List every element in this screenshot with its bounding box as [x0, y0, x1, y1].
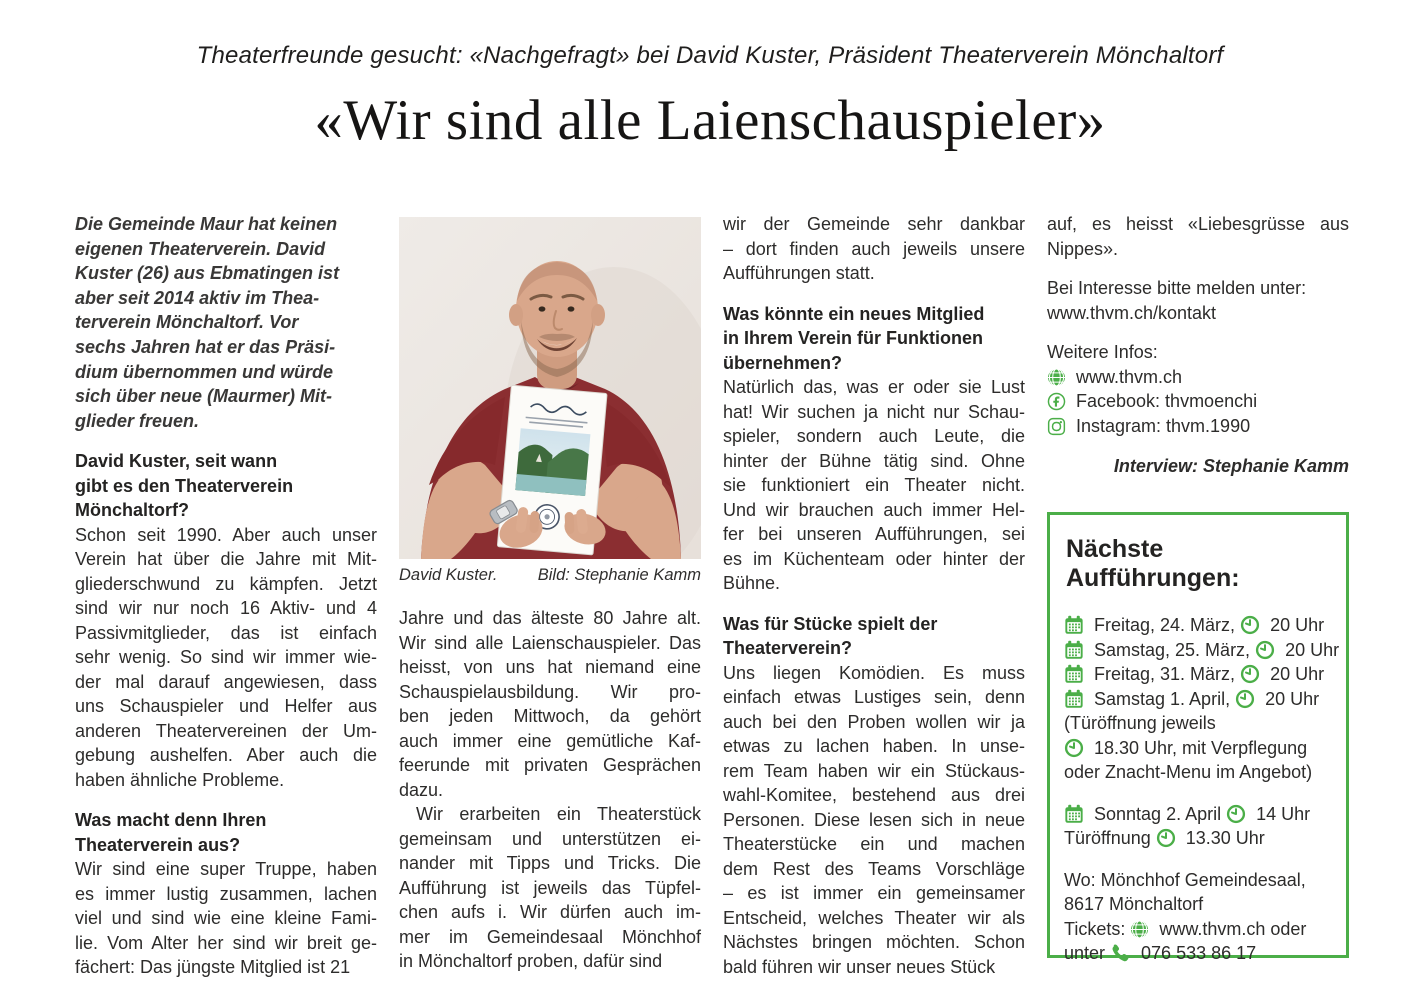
body-block — [399, 802, 701, 974]
text-line: einfach etwas Lustiges sein, denn — [723, 687, 1025, 707]
text-line: heisst, von uns hat niemand eine — [399, 657, 701, 677]
text-line: feerunde mit privaten Gesprächen — [399, 755, 701, 775]
portrait-photo — [399, 217, 701, 559]
intro-block — [75, 212, 377, 433]
text-line: Verein hat über die Jahre mit Mit- — [75, 549, 377, 570]
text-line: Entscheid, welches Theater wir als — [723, 907, 1025, 928]
text-line: Bühne. — [723, 573, 781, 593]
text-line: Wir sind alle Laienschauspieler. Das — [399, 632, 701, 653]
text-line: Samstag, 25. März, 20 Uhr — [1064, 638, 1334, 663]
text-line: Uns liegen Komödien. Es muss — [723, 662, 1025, 683]
body-block — [1047, 276, 1349, 325]
caption-subject: David Kuster. — [399, 566, 498, 584]
article-column-1 — [75, 212, 377, 980]
text-line: lie. Vom Alter her sind wir breit ge- — [75, 932, 377, 953]
text-line: spieler, sondern auch Leute, die — [723, 426, 1025, 446]
text-line: sind wir nur noch 16 Aktiv- und 4 — [75, 598, 377, 619]
body-block — [75, 523, 377, 793]
text-line: Schauspielausbildung. Wir pro- — [399, 681, 701, 702]
infobox-lines — [1064, 613, 1340, 966]
text-line: nander mit Tipps und Tricks. Die — [399, 853, 701, 873]
next-performances-box — [1047, 512, 1349, 963]
text-line: Mönchaltorf? — [75, 500, 189, 521]
text-line: Aufführung ist jeweils das Tüpfel- — [399, 877, 701, 898]
article-headline: «Wir sind alle Laienschauspieler» — [314, 89, 1106, 152]
text-line: gebung aushelfen. Aber auch die — [75, 745, 377, 766]
facebook-icon — [1047, 392, 1066, 411]
spacer — [1064, 785, 1334, 802]
text-line: anderen Theatervereinen der Um- — [75, 720, 377, 741]
text-line: Freitag, 24. März, 20 Uhr — [1064, 613, 1334, 638]
calendar-icon — [1064, 640, 1084, 660]
globe-icon — [1130, 920, 1149, 939]
calendar-icon — [1064, 804, 1084, 824]
text-line: eigenen Theaterverein. David — [75, 238, 326, 259]
text-line: Theaterverein? — [723, 638, 853, 658]
calendar-icon — [1064, 664, 1084, 684]
body-block — [1047, 340, 1349, 438]
text-line: gibt es den Theaterverein — [75, 475, 294, 496]
text-line: Instagram: thvm.1990 — [1047, 414, 1349, 439]
text-line: www.thvm.ch — [1047, 365, 1349, 390]
text-line: Sonntag 2. April 14 Uhr — [1064, 802, 1334, 827]
text-line: Die Gemeinde Maur hat keinen — [75, 214, 338, 234]
text-line: sich über neue (Maurmer) Mit- — [75, 386, 333, 407]
text-line: – es ist immer ein gemeinsamer — [723, 883, 1025, 903]
text-line: chen aufs i. Wir dürfen auch im- — [399, 902, 701, 922]
text-line: hinter der Bühne tätig sind. Ohne — [723, 450, 1025, 471]
text-line: Jahre und das älteste 80 Jahre alt. — [399, 608, 701, 628]
body-block — [723, 661, 1025, 980]
interview-block — [1047, 454, 1349, 479]
text-line: der mal darauf angewiesen, dass — [75, 671, 377, 692]
heading-block — [723, 302, 1025, 376]
text-line: dazu. — [399, 779, 444, 800]
text-line: haben ähnliche Probleme. — [75, 769, 285, 790]
text-line: gemeinsam und unterstützen ei- — [399, 828, 701, 849]
text-line: 18.30 Uhr, mit Verpflegung — [1064, 736, 1334, 761]
clock-icon — [1235, 689, 1255, 709]
text-line: dem Rest des Teams Vorschläge — [723, 858, 1025, 879]
text-line: Personen. Diese lesen sich in neue — [723, 809, 1025, 830]
text-line: Nippes». — [1047, 238, 1119, 259]
text-line: wir der Gemeinde sehr dankbar — [723, 214, 1025, 234]
text-line: Tickets: www.thvm.ch oder — [1064, 918, 1307, 939]
clock-icon — [1156, 828, 1176, 848]
text-line: Aufführungen statt. — [723, 263, 875, 283]
text-line: Interview: Stephanie Kamm — [1113, 456, 1349, 476]
article-column-3 — [723, 212, 1025, 979]
text-line: ben jeden Mittwoch, da gehört — [399, 706, 701, 726]
text-line: dium übernommen und würde — [75, 361, 334, 382]
text-line: Was für Stücke spielt der — [723, 613, 938, 634]
text-line: sechs Jahren hat er das Präsi- — [75, 336, 336, 357]
text-line: Weitere Infos: — [1047, 342, 1158, 362]
text-line: 8617 Mönchaltorf — [1064, 894, 1204, 914]
text-line: hat! Wir suchen ja nicht nur Schau- — [723, 401, 1025, 422]
text-line: es immer lustig zusammen, lachen — [75, 883, 377, 904]
text-line: auch immer eine gemütliche Kaf- — [399, 730, 701, 751]
photo-caption — [399, 566, 701, 585]
text-line: Was macht denn Ihren — [75, 810, 267, 831]
text-line: Samstag 1. April, 20 Uhr — [1064, 687, 1334, 712]
caption-credit: Bild: Stephanie Kamm — [537, 566, 701, 584]
heading-block — [75, 449, 377, 523]
body-block — [1047, 212, 1349, 261]
body-block — [723, 375, 1025, 596]
phone-icon — [1110, 942, 1131, 963]
text-line: Türöffnung 13.30 Uhr — [1064, 828, 1265, 848]
text-line: uns Schauspieler und Helfer aus — [75, 696, 377, 717]
text-line: gliederschwund zu kämpfen. Jetzt — [75, 573, 377, 594]
text-line: Wir erarbeiten ein Theaterstück — [416, 804, 701, 824]
text-line: sie funktioniert ein Theater nicht. — [723, 475, 1025, 495]
heading-block — [723, 612, 1025, 661]
text-line: – dort finden auch jeweils unsere — [723, 238, 1025, 259]
text-line: (Türöffnung jeweils — [1064, 713, 1216, 733]
article-column-2 — [399, 606, 701, 974]
text-line: in Ihrem Verein für Funktionen — [723, 328, 984, 348]
text-line: Was könnte ein neues Mitglied — [723, 303, 985, 324]
infobox-title: Nächste Aufführungen: — [1066, 535, 1240, 592]
clock-icon — [1240, 664, 1260, 684]
text-line: viel und sind wie eine kleine Fami- — [75, 908, 377, 929]
instagram-icon — [1047, 417, 1066, 436]
body-block — [75, 857, 377, 980]
calendar-icon — [1064, 689, 1084, 709]
text-line: Facebook: thvmoenchi — [1047, 389, 1349, 414]
text-line: mer im Gemeindesaal Mönchhof — [399, 926, 701, 947]
text-line: David Kuster, seit wann — [75, 451, 278, 472]
clock-icon — [1255, 640, 1275, 660]
text-line: Schon seit 1990. Aber auch unser — [75, 524, 377, 545]
text-line: auch bei den Proben wollen wir ja — [723, 711, 1025, 732]
text-line: aber seit 2014 aktiv im Thea- — [75, 287, 320, 308]
spacer — [1064, 851, 1334, 868]
text-line: rem Team haben wir ein Stückaus- — [723, 760, 1025, 781]
text-line: Und wir brauchen auch immer Hel- — [723, 499, 1025, 520]
text-line: Bei Interesse bitte melden unter: — [1047, 278, 1307, 298]
heading-block — [75, 808, 377, 857]
calendar-icon — [1064, 615, 1084, 635]
text-line: oder Znacht-Menu im Angebot) — [1064, 762, 1313, 782]
clock-icon — [1064, 738, 1084, 758]
text-line: in Mönchaltorf proben, dafür sind — [399, 951, 663, 971]
text-line: wahl-Komitee, bestehend aus drei — [723, 785, 1025, 805]
text-line: Theaterstücke ein und machen — [723, 834, 1025, 854]
text-line: Wo: Mönchhof Gemeindesaal, — [1064, 869, 1306, 890]
kicker-line: Theaterfreunde gesucht: «Nachgefragt» bei David Kuster, Präsident Theaterverein Mönchaltorf — [196, 42, 1224, 69]
text-line: Theaterverein aus? — [75, 834, 241, 855]
text-line: Kuster (26) aus Ebmatingen ist — [75, 263, 340, 284]
text-line: unter 076 533 86 17 — [1064, 943, 1257, 963]
clock-icon — [1226, 804, 1246, 824]
text-line: Nächstes bringen möchten. Schon — [723, 932, 1025, 952]
globe-icon — [1047, 368, 1066, 387]
text-line: es im Küchenteam oder hinter der — [723, 548, 1025, 569]
text-line: Freitag, 31. März, 20 Uhr — [1064, 662, 1334, 687]
text-line: sehr wenig. So sind wir immer wie- — [75, 647, 377, 668]
text-line: www.thvm.ch/kontakt — [1047, 302, 1217, 323]
body-block — [723, 212, 1025, 286]
text-line: Passivmitglieder, das ist einfach — [75, 622, 377, 643]
text-line: etwas zu lachen haben. In unse- — [723, 736, 1025, 756]
article-column-4 — [1047, 212, 1349, 479]
text-line: bald führen wir unser neues Stück — [723, 956, 996, 977]
text-line: auf, es heisst «Liebesgrüsse aus — [1047, 214, 1349, 234]
text-line: Natürlich das, was er oder sie Lust — [723, 377, 1025, 397]
text-line: Wir sind eine super Truppe, haben — [75, 859, 377, 880]
text-line: glieder freuen. — [75, 410, 200, 431]
text-line: fächert: Das jüngste Mitglied ist 21 — [75, 957, 351, 978]
clock-icon — [1240, 615, 1260, 635]
text-line: fer bei unseren Aufführungen, sei — [723, 524, 1025, 544]
text-line: übernehmen? — [723, 352, 843, 373]
body-block — [399, 606, 701, 802]
text-line: terverein Mönchaltorf. Vor — [75, 312, 299, 333]
